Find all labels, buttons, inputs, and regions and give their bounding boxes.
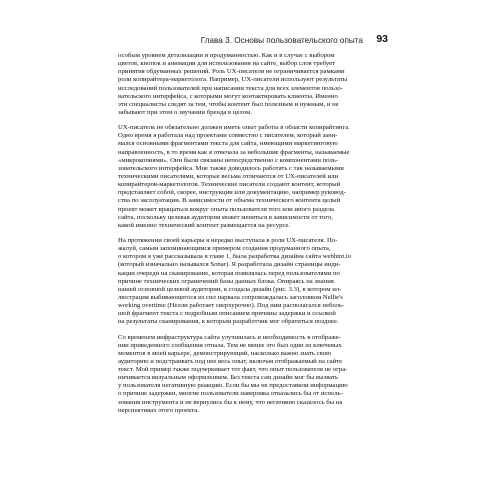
paragraph-gap (118, 117, 386, 124)
text-line: особым уровнем детализации и продуманностью. Как и в случае с выбором (118, 52, 335, 59)
text-line: (который изначально назывался Sonar). Я разработала дизайн страницы инди- (118, 261, 341, 269)
text-line: сайта, поскольку целевая аудитория может меняться в зависимости от того, (118, 213, 333, 221)
chapter-title: Глава 3. Основы пользовательского опыта (200, 36, 363, 45)
text-line: На протяжении своей карьеры я нередко выступала в роли UX-писателя. По- (118, 236, 338, 244)
text-line: эти специалисты следят за тем, чтобы контент был полезным и нужным, и не (118, 100, 339, 108)
text-line: шой фрагмент текста с подробным описанием причины задержки и ссылкой (118, 310, 336, 318)
text-line: люстрация выбивающегося из сил нарвала сопровождалась заголовком Nellie's (118, 293, 343, 301)
text-line: цветов, кнопок и анимации для использования на сайте, выбор слов требует (118, 60, 335, 68)
text-line: ничивается визуальным оформлением. Без текста сам дизайн мог бы вызвать (118, 374, 339, 382)
text-line: принятия обдуманных решений. Роль UX-писателя не ограничивается рамками (118, 68, 345, 76)
text-line: перспективах этого проекта. (118, 406, 199, 414)
text-line: какой именно технический контент размещается на ресурсе. (118, 221, 291, 229)
paragraph (118, 334, 386, 415)
text-line: забывают при этом о звучании бренда в целом. (118, 108, 252, 116)
text-line: о котором я уже рассказывала в главе 1, была разработка дизайна сайта webhint.io (118, 253, 352, 261)
text-line: исследований пользователей при написании текста для всех элементов пользо- (118, 84, 343, 92)
text-line: мался основными фрагментами текста для сайта, имеющими маркетинговую (118, 140, 338, 148)
text-line: нии приведенного сообщения отпала. Тем не менее это был один из ключевых (118, 341, 342, 349)
text-line: жалуй, самым запоминающимся примером создания продуманного опыта, (118, 245, 331, 253)
text-line: нашей основной целевой аудитории, я создала дизайн (рис. 3.3), в котором ил- (118, 285, 342, 293)
text-line: Со временем инфраструктура сайта улучшилась и необходимость в отображе- (118, 333, 341, 341)
text-line: «микрокопиями». Они были связаны непосредственно с компонентами поль- (118, 156, 339, 164)
text-line: роли копирайтера-маркетолога. Например, UX-писатели используют результаты (118, 76, 348, 84)
body-text (118, 52, 386, 415)
text-line: Одно время я работала над проектами совместно с писателем, который зани- (118, 132, 338, 140)
paragraph (118, 52, 386, 117)
page-number: 93 (376, 33, 388, 45)
text-line: зовательского интерфейса. Мне также доводилось работать с так называемыми (118, 164, 344, 172)
text-line: вательского интерфейса, с которыми могут контактировать клиенты. Именно (118, 92, 338, 100)
text-line: представляет собой, скорее, инструкции или документацию, например руковод- (118, 189, 346, 197)
text-line: зования инструмента и не вернулись бы к нему, что негативно сказалось бы на (118, 398, 343, 406)
text-line: причине технических ограничений базы данных блока. Опираясь на знания (118, 277, 334, 285)
text-line: о причине задержки, многие пользователи наверняка отказались бы от исполь- (118, 390, 343, 398)
text-line: направленность, в то время как я отвечала за небольшие фрагменты, называемые (118, 148, 350, 156)
paragraph-gap (118, 327, 386, 334)
paragraph (118, 124, 386, 230)
text-line: моментов в моей карьере, демонстрирующий, насколько важно знать свою (118, 349, 332, 357)
paragraph-gap (118, 230, 386, 237)
text-line: аудиторию и подстраивать под нее весь опыт, включая отображаемый на сайте (118, 357, 343, 365)
text-line: кации очереди на сканирование, которая появлялась перед пользователями по (118, 269, 340, 277)
text-line: техническими писателями, которые весьма отличаются от UX-писателей или (118, 172, 339, 180)
paragraph (118, 237, 386, 327)
text-line: working overtime (Нелли работает сверхурочно). Под ним располагался неболь- (118, 302, 345, 310)
text-line: копирайтеров-маркетологов. Технические писатели создают контент, который (118, 181, 341, 189)
text-line: ства по эксплуатации. В зависимости от объема технического контента целый (118, 197, 341, 205)
text-line: на результаты сканирования, к которым разработчик мог обратиться позднее. (118, 318, 339, 326)
text-line: UX-писатель не обязательно должен иметь опыт работы в области копирайтинга. (118, 124, 350, 132)
text-line: проект может вращаться вокруг опыта пользователя того или иного раздела (118, 205, 335, 213)
text-line: у пользователя негативную реакцию. Если бы мы не предоставили информацию (118, 382, 348, 390)
text-line: текст. Мой пример также подчеркивает тот факт, что опыт пользователя не огра- (118, 366, 348, 374)
